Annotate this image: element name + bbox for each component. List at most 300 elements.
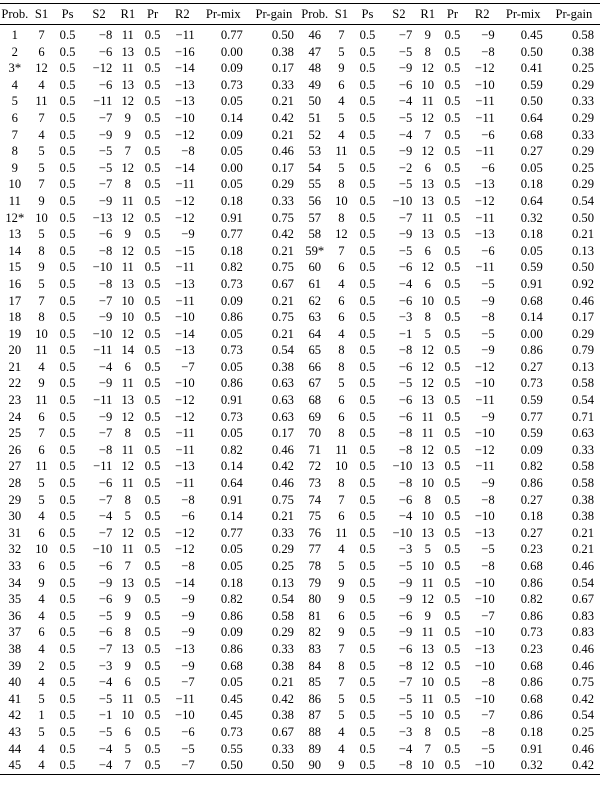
table-row	[0, 674, 600, 691]
cell-r1: 13	[121, 393, 135, 408]
col-header-s2: S2	[392, 7, 406, 21]
table-row	[0, 226, 600, 243]
cell-r2: −13	[175, 641, 195, 656]
cell-prob: 48	[308, 61, 322, 76]
cell-pr-gain: 0.21	[571, 542, 594, 557]
cell-s2: −11	[93, 393, 113, 408]
cell-r2: −11	[475, 393, 495, 408]
cell-s1: 12	[335, 227, 348, 242]
cell-r2: −5	[481, 276, 495, 291]
cell-prob: 51	[308, 110, 322, 125]
cell-pr: 0.5	[444, 426, 461, 441]
cell-pr-mix: 0.09	[220, 127, 243, 142]
cell-pr-mix: 0.18	[520, 227, 543, 242]
cell-r2: −10	[474, 426, 495, 441]
cell-s1: 4	[38, 758, 45, 773]
cell-r1: 11	[121, 442, 134, 457]
cell-s1: 6	[38, 625, 45, 640]
cell-prob: 50	[308, 94, 322, 109]
cell-r2: −10	[474, 592, 495, 607]
cell-s2: −6	[398, 492, 413, 507]
cell-pr: 0.5	[444, 160, 461, 175]
cell-pr-gain: 0.79	[571, 343, 594, 358]
cell-pr-gain: 0.75	[271, 260, 294, 275]
cell-ps: 0.5	[59, 542, 76, 557]
cell-s2: −5	[98, 160, 113, 175]
cell-s1: 6	[338, 293, 345, 308]
cell-r2: −11	[475, 144, 495, 159]
table-row	[0, 691, 600, 708]
cell-r2: −11	[475, 110, 495, 125]
cell-pr-mix: 0.86	[220, 641, 243, 656]
cell-prob: 18	[8, 310, 22, 325]
cell-s2: −4	[398, 741, 413, 756]
table-row	[0, 658, 600, 675]
cell-pr-gain: 0.63	[271, 409, 294, 424]
cell-prob: 21	[8, 359, 22, 374]
cell-pr-gain: 0.54	[571, 708, 594, 723]
cell-ps: 0.5	[59, 393, 76, 408]
cell-pr-gain: 0.21	[271, 675, 294, 690]
cell-s2: −6	[98, 227, 113, 242]
cell-s2: −1	[398, 326, 413, 341]
table-row	[0, 127, 600, 144]
cell-pr-mix: 0.77	[220, 227, 243, 242]
cell-pr-mix: 0.86	[520, 476, 543, 491]
cell-r2: −11	[175, 691, 195, 706]
cell-s1: 8	[338, 476, 345, 491]
cell-ps: 0.5	[359, 61, 376, 76]
cell-s2: −11	[93, 459, 113, 474]
cell-ps: 0.5	[59, 193, 76, 208]
cell-ps: 0.5	[59, 741, 76, 756]
cell-s2: −6	[398, 77, 413, 92]
cell-r1: 11	[121, 260, 134, 275]
cell-r1: 11	[121, 691, 134, 706]
cell-r1: 13	[421, 177, 435, 192]
cell-s1: 4	[38, 675, 45, 690]
cell-s2: −10	[92, 326, 113, 341]
cell-prob: 77	[308, 542, 322, 557]
cell-pr-mix: 0.32	[520, 758, 543, 773]
cell-s2: −4	[98, 741, 113, 756]
cell-r1: 9	[124, 658, 131, 673]
col-header-prob: Prob.	[301, 7, 329, 21]
cell-pr-gain: 0.17	[271, 61, 294, 76]
cell-r2: −10	[474, 658, 495, 673]
cell-pr-mix: 0.77	[220, 525, 243, 540]
cell-r1: 10	[421, 77, 435, 92]
cell-s1: 5	[38, 276, 45, 291]
cell-s1: 4	[38, 509, 45, 524]
cell-ps: 0.5	[359, 509, 376, 524]
cell-pr: 0.5	[444, 310, 461, 325]
cell-pr-gain: 0.42	[571, 691, 594, 706]
cell-pr: 0.5	[144, 476, 161, 491]
cell-s2: −5	[398, 708, 413, 723]
cell-ps: 0.5	[59, 724, 76, 739]
table-row	[0, 44, 600, 61]
cell-pr: 0.5	[144, 426, 161, 441]
cell-ps: 0.5	[59, 641, 76, 656]
cell-s1: 5	[338, 376, 345, 391]
cell-pr-mix: 0.50	[220, 758, 243, 773]
cell-prob: 12*	[5, 210, 25, 225]
cell-prob: 36	[8, 608, 22, 623]
cell-prob: 17	[8, 293, 22, 308]
cell-pr-mix: 0.64	[520, 193, 543, 208]
cell-r1: 12	[421, 260, 435, 275]
cell-r2: −12	[175, 525, 195, 540]
cell-prob: 53	[308, 144, 322, 159]
cell-pr: 0.5	[144, 260, 161, 275]
cell-prob: 84	[308, 658, 322, 673]
cell-r1: 12	[421, 376, 435, 391]
table-row	[0, 425, 600, 442]
cell-s2: −3	[98, 658, 113, 673]
cell-r1: 11	[421, 691, 434, 706]
cell-pr-mix: 0.00	[220, 160, 243, 175]
cell-ps: 0.5	[359, 724, 376, 739]
cell-s2: −4	[98, 675, 113, 690]
cell-s1: 4	[38, 641, 45, 656]
cell-r2: −10	[474, 625, 495, 640]
cell-r1: 11	[121, 542, 134, 557]
cell-s2: −4	[398, 276, 413, 291]
cell-r1: 8	[424, 44, 431, 59]
cell-pr-gain: 0.21	[271, 94, 294, 109]
cell-r2: −13	[175, 276, 195, 291]
cell-s2: −6	[98, 476, 113, 491]
cell-pr: 0.5	[444, 758, 461, 773]
cell-pr-gain: 0.29	[571, 177, 594, 192]
cell-r1: 12	[421, 61, 435, 76]
cell-pr: 0.5	[444, 61, 461, 76]
cell-r1: 12	[421, 359, 435, 374]
cell-s2: −5	[398, 559, 413, 573]
cell-pr-mix: 0.64	[520, 110, 543, 125]
cell-pr: 0.5	[144, 393, 161, 408]
cell-s2: −8	[398, 758, 413, 773]
cell-pr: 0.5	[144, 542, 161, 557]
cell-pr-gain: 0.58	[571, 376, 594, 391]
cell-r1: 8	[424, 724, 431, 739]
cell-pr-gain: 0.58	[571, 28, 594, 42]
cell-pr: 0.5	[444, 691, 461, 706]
cell-s1: 5	[338, 160, 345, 175]
cell-s2: −9	[398, 227, 413, 242]
col-header-s1: S1	[334, 7, 349, 21]
cell-s1: 5	[338, 44, 345, 59]
cell-pr-gain: 0.46	[271, 144, 294, 159]
table-row	[0, 508, 600, 525]
cell-pr: 0.5	[444, 293, 461, 308]
cell-s2: −8	[398, 442, 413, 457]
cell-pr-gain: 0.46	[571, 641, 594, 656]
cell-pr: 0.5	[144, 77, 161, 92]
cell-s1: 9	[38, 260, 45, 275]
cell-pr-mix: 0.91	[220, 492, 243, 507]
cell-pr: 0.5	[144, 160, 161, 175]
cell-s2: −5	[98, 608, 113, 623]
table-row	[0, 160, 600, 177]
cell-pr-mix: 0.68	[520, 691, 543, 706]
cell-r1: 9	[424, 608, 431, 623]
table-row	[0, 558, 600, 575]
cell-pr: 0.5	[444, 675, 461, 690]
cell-prob: 2	[11, 44, 18, 59]
cell-s1: 6	[338, 310, 345, 325]
cell-pr: 0.5	[144, 459, 161, 474]
cell-s2: −5	[398, 177, 413, 192]
cell-s1: 12	[35, 61, 48, 76]
cell-r2: −7	[481, 608, 495, 623]
table-row	[0, 475, 600, 492]
cell-pr-gain: 0.21	[271, 293, 294, 308]
cell-r2: −10	[474, 509, 495, 524]
cell-ps: 0.5	[359, 260, 376, 275]
cell-r1: 9	[124, 592, 131, 607]
cell-prob: 11	[8, 193, 21, 208]
cell-prob: 25	[8, 426, 22, 441]
cell-r1: 8	[424, 310, 431, 325]
cell-prob: 3*	[8, 61, 22, 76]
cell-r2: −5	[481, 741, 495, 756]
cell-prob: 57	[308, 210, 322, 225]
cell-pr: 0.5	[144, 691, 161, 706]
cell-pr-mix: 0.50	[520, 94, 543, 109]
cell-s1: 5	[338, 559, 345, 573]
cell-pr: 0.5	[144, 592, 161, 607]
cell-prob: 24	[8, 409, 22, 424]
cell-s2: −6	[98, 592, 113, 607]
cell-r2: −10	[474, 575, 495, 590]
cell-pr-mix: 0.86	[520, 708, 543, 723]
cell-pr: 0.5	[444, 476, 461, 491]
cell-pr-mix: 0.18	[220, 243, 243, 258]
cell-s2: −5	[398, 243, 413, 258]
cell-prob: 81	[308, 608, 322, 623]
cell-s1: 8	[338, 343, 345, 358]
col-header-pr-mix: Pr-mix	[505, 7, 541, 21]
cell-pr-mix: 0.18	[220, 193, 243, 208]
cell-ps: 0.5	[59, 227, 76, 242]
cell-s2: −6	[398, 393, 413, 408]
cell-pr-mix: 0.86	[520, 575, 543, 590]
cell-r1: 13	[421, 525, 435, 540]
cell-r2: −8	[481, 675, 495, 690]
cell-pr: 0.5	[144, 608, 161, 623]
cell-r2: −11	[175, 476, 195, 491]
cell-pr: 0.5	[144, 741, 161, 756]
cell-ps: 0.5	[359, 376, 376, 391]
cell-r2: −8	[481, 310, 495, 325]
cell-pr: 0.5	[144, 376, 161, 391]
cell-s2: −8	[398, 658, 413, 673]
cell-s1: 9	[38, 376, 45, 391]
cell-pr-mix: 0.86	[220, 310, 243, 325]
cell-ps: 0.5	[59, 127, 76, 142]
cell-ps: 0.5	[359, 641, 376, 656]
cell-r2: −13	[474, 227, 495, 242]
cell-pr: 0.5	[444, 177, 461, 192]
cell-pr-mix: 0.68	[520, 658, 543, 673]
cell-r2: −6	[481, 127, 495, 142]
cell-r2: −7	[181, 758, 195, 773]
cell-s2: −9	[98, 409, 113, 424]
cell-s1: 4	[338, 741, 345, 756]
cell-pr: 0.5	[144, 61, 161, 76]
cell-pr-mix: 0.59	[520, 77, 543, 92]
cell-s1: 6	[338, 393, 345, 408]
cell-prob: 78	[308, 559, 322, 573]
cell-s1: 7	[338, 492, 345, 507]
cell-s1: 7	[338, 641, 345, 656]
table-row	[0, 25, 600, 44]
col-header-ps: Ps	[361, 7, 374, 21]
cell-s1: 8	[338, 177, 345, 192]
cell-r1: 11	[421, 94, 434, 109]
cell-s1: 11	[35, 459, 48, 474]
cell-pr-gain: 0.42	[271, 691, 294, 706]
cell-pr-gain: 0.13	[571, 359, 594, 374]
cell-pr-gain: 0.33	[271, 525, 294, 540]
cell-s2: −6	[98, 77, 113, 92]
cell-pr-gain: 0.75	[571, 675, 594, 690]
cell-r1: 13	[421, 393, 435, 408]
cell-prob: 88	[308, 724, 322, 739]
cell-pr: 0.5	[444, 144, 461, 159]
cell-s1: 11	[335, 525, 348, 540]
cell-prob: 10	[8, 177, 22, 192]
cell-prob: 35	[8, 592, 22, 607]
cell-s1: 2	[38, 658, 45, 673]
cell-pr-mix: 0.05	[220, 94, 243, 109]
cell-s1: 6	[338, 260, 345, 275]
cell-ps: 0.5	[59, 77, 76, 92]
col-header-r2: R2	[174, 7, 190, 21]
cell-s1: 4	[38, 77, 45, 92]
cell-s1: 5	[38, 144, 45, 159]
cell-r1: 11	[421, 625, 434, 640]
cell-s1: 10	[35, 542, 48, 557]
cell-pr-gain: 0.38	[571, 492, 594, 507]
cell-prob: 15	[8, 260, 22, 275]
cell-prob: 64	[308, 326, 322, 341]
cell-r2: −6	[181, 724, 195, 739]
cell-pr-gain: 0.58	[271, 608, 294, 623]
cell-s2: −1	[98, 708, 113, 723]
col-header-ps: Ps	[61, 7, 74, 21]
cell-pr: 0.5	[444, 658, 461, 673]
cell-ps: 0.5	[359, 575, 376, 590]
cell-pr-mix: 0.09	[220, 625, 243, 640]
cell-pr: 0.5	[144, 641, 161, 656]
cell-pr-gain: 0.67	[271, 724, 294, 739]
cell-s2: −8	[98, 243, 113, 258]
cell-r2: −11	[475, 260, 495, 275]
cell-r1: 9	[124, 227, 131, 242]
cell-pr-gain: 0.46	[271, 442, 294, 457]
cell-r2: −7	[181, 675, 195, 690]
cell-pr-mix: 0.09	[220, 293, 243, 308]
cell-r1: 12	[121, 326, 135, 341]
cell-pr-mix: 0.05	[520, 243, 543, 258]
cell-pr-gain: 0.25	[271, 559, 294, 573]
cell-s2: −7	[98, 641, 113, 656]
cell-pr-gain: 0.29	[571, 110, 594, 125]
cell-pr-mix: 0.41	[520, 61, 543, 76]
table-row	[0, 342, 600, 359]
col-header-r2: R2	[474, 7, 490, 21]
cell-r1: 13	[421, 459, 435, 474]
cell-pr: 0.5	[444, 509, 461, 524]
table-row	[0, 210, 600, 227]
cell-r2: −9	[181, 658, 195, 673]
cell-prob: 59*	[305, 243, 325, 258]
cell-r2: −10	[474, 691, 495, 706]
cell-r1: 10	[421, 559, 435, 573]
cell-pr-mix: 0.14	[220, 459, 243, 474]
cell-pr: 0.5	[444, 525, 461, 540]
cell-pr-mix: 0.82	[520, 592, 543, 607]
cell-ps: 0.5	[359, 359, 376, 374]
cell-prob: 82	[308, 625, 322, 640]
cell-s1: 7	[38, 293, 45, 308]
cell-pr-mix: 0.91	[520, 741, 543, 756]
cell-r2: −12	[474, 193, 495, 208]
cell-pr-mix: 0.68	[520, 293, 543, 308]
cell-prob: 74	[308, 492, 322, 507]
cell-r1: 12	[421, 658, 435, 673]
cell-pr-mix: 0.73	[220, 343, 243, 358]
cell-ps: 0.5	[359, 758, 376, 773]
cell-pr-gain: 0.63	[271, 393, 294, 408]
cell-pr: 0.5	[444, 376, 461, 391]
cell-s2: −9	[98, 376, 113, 391]
cell-pr: 0.5	[144, 28, 161, 42]
cell-pr: 0.5	[444, 724, 461, 739]
cell-s2: −3	[398, 724, 413, 739]
cell-s2: −7	[98, 426, 113, 441]
cell-prob: 54	[308, 160, 322, 175]
cell-s1: 7	[38, 426, 45, 441]
cell-pr-mix: 0.18	[220, 575, 243, 590]
cell-r1: 10	[121, 708, 135, 723]
cell-r1: 10	[421, 708, 435, 723]
cell-ps: 0.5	[59, 675, 76, 690]
cell-ps: 0.5	[359, 77, 376, 92]
cell-s2: −8	[398, 343, 413, 358]
cell-pr: 0.5	[144, 243, 161, 258]
col-header-r1: R1	[120, 7, 136, 21]
cell-ps: 0.5	[359, 741, 376, 756]
cell-r2: −11	[175, 28, 195, 42]
cell-r2: −10	[474, 77, 495, 92]
cell-s2: −9	[98, 127, 113, 142]
cell-ps: 0.5	[359, 592, 376, 607]
cell-pr-gain: 0.25	[571, 724, 594, 739]
cell-pr-gain: 0.33	[571, 127, 594, 142]
cell-r1: 5	[124, 509, 131, 524]
cell-s2: −8	[98, 28, 113, 42]
cell-s1: 6	[38, 409, 45, 424]
cell-ps: 0.5	[59, 177, 76, 192]
cell-ps: 0.5	[59, 210, 76, 225]
cell-pr: 0.5	[144, 310, 161, 325]
cell-r2: −11	[475, 94, 495, 109]
cell-s2: −7	[398, 210, 413, 225]
